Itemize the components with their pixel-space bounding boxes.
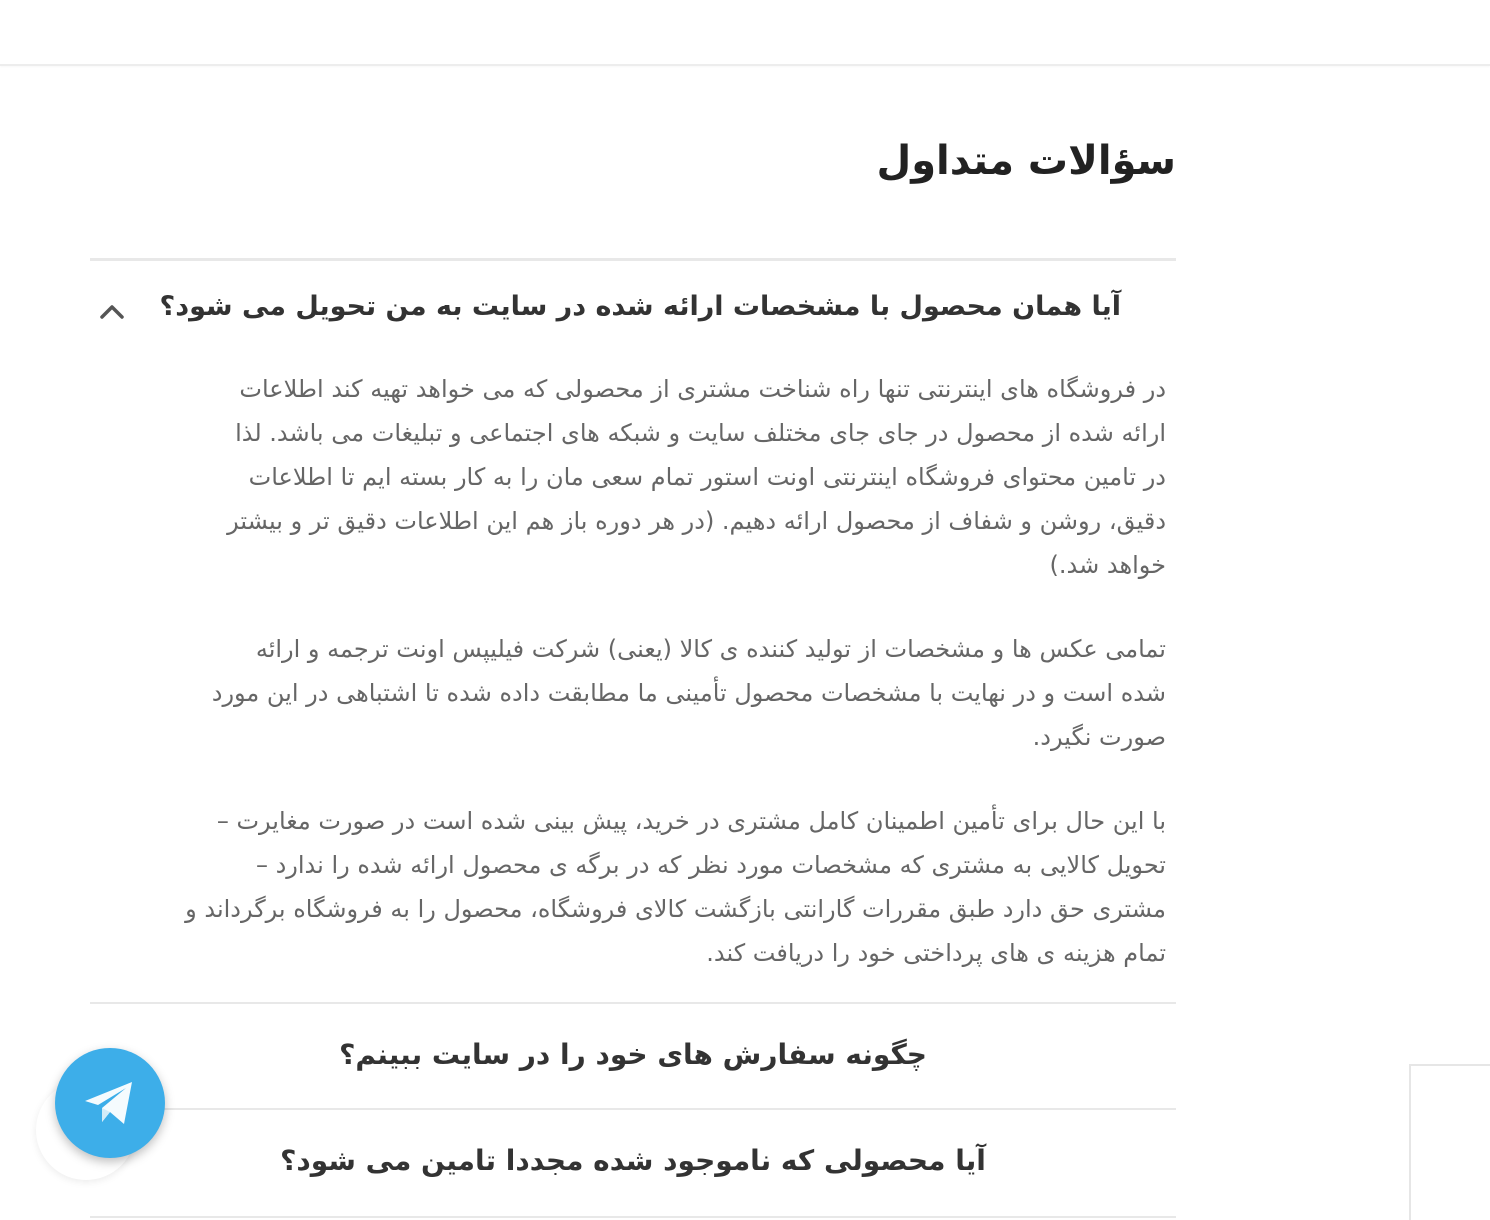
faq-question[interactable]: آیا محصولی که ناموجود شده مجددا تامین می شود؟ bbox=[280, 1144, 986, 1177]
faq-answer-paragraph: با این حال برای تأمین اطمینان کامل مشتری در خرید، پیش بینی شده است در صورت مغایرت – تحویل کالایی به مشتری که مشخصات مورد نظر که در برگه ی محصول ارائه شده را ندارد – مشتری حق دارد طبق مقررات گارانتی بازگشت کالای فروشگاه، محصول را به فروشگاه برگرداند و تمام هزینه ی های پرداختی خود را دریافت کند. bbox=[185, 807, 1166, 967]
faq-answer bbox=[100, 367, 1166, 975]
faq-item bbox=[90, 258, 1176, 967]
faq-answer-paragraph: تمامی عکس ها و مشخصات از تولید کننده ی کالا (یعنی) شرکت فیلیپس اونت ترجمه و ارائه شده است و در نهایت با مشخصات محصول تأمینی ما مطابقت داده شده تا اشتباهی در این مورد صورت نگیرد. bbox=[211, 635, 1166, 751]
faq-item[interactable] bbox=[90, 1002, 1176, 1108]
faq-item[interactable] bbox=[90, 1108, 1176, 1218]
top-header-bar bbox=[0, 0, 1490, 66]
chevron-up-icon[interactable] bbox=[98, 301, 126, 321]
faq-question[interactable]: آیا همان محصول با مشخصات ارائه شده در سایت به من تحویل می شود؟ bbox=[159, 291, 1121, 322]
faq-question[interactable]: چگونه سفارش های خود را در سایت ببینم؟ bbox=[339, 1038, 927, 1071]
side-widget-panel bbox=[1409, 1064, 1490, 1220]
telegram-icon bbox=[82, 1078, 136, 1128]
telegram-chat-button[interactable] bbox=[55, 1048, 165, 1158]
faq-question-row[interactable] bbox=[90, 261, 1176, 361]
faq-title: سؤالات متداول bbox=[876, 138, 1176, 184]
faq-answer-paragraph: در فروشگاه های اینترنتی تنها راه شناخت مشتری از محصولی که می خواهد تهیه کند اطلاعات ارائه شده از محصول در جای جای مختلف سایت و شبکه های اجتماعی و تبلیغات می باشد. لذا در تامین محتوای فروشگاه اینترنتی اونت استور تمام سعی مان را به کار بسته ایم تا اطلاعات دقیق، روشن و شفاف از محصول ارائه دهیم. (در هر دوره باز هم این اطلاعات دقیق تر و بیشتر خواهد شد.) bbox=[227, 375, 1166, 579]
